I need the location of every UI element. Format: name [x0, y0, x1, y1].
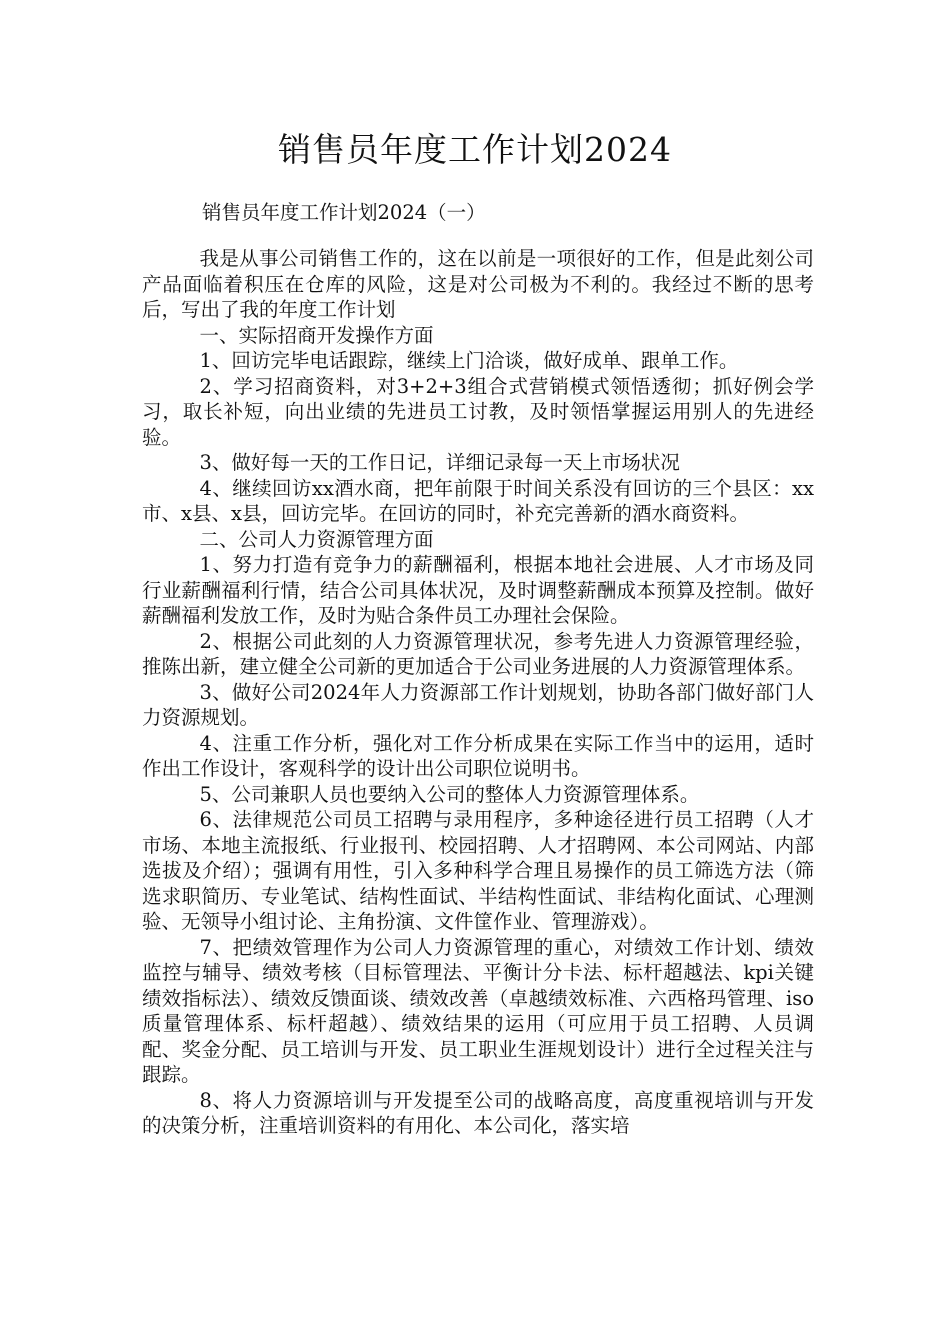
paragraph-item: 1、回访完毕电话跟踪，继续上门洽谈，做好成单、跟单工作。	[199, 349, 739, 372]
document-title: 销售员年度工作计划2024	[278, 130, 672, 169]
paragraph-item: 8、将人力资源培训与开发提至公司的战略高度，高度重视培训与开发的决策分析，注重培训资料的有用化、本公司化，落实培	[142, 1088, 814, 1137]
paragraph-item: 3、做好每一天的工作日记，详细记录每一天上市场状况	[199, 451, 680, 474]
paragraph-item: 3、做好公司2024年人力资源部工作计划规划，协助各部门做好部门人力资源规划。	[142, 680, 814, 729]
paragraph-item: 5、公司兼职人员也要纳入公司的整体人力资源管理体系。	[199, 782, 700, 806]
paragraph-item: 7、把绩效管理作为公司人力资源管理的重心，对绩效工作计划、绩效监控与辅导、绩效考核（目标管理法、平衡计分卡法、标杆超越法、kpi关键绩效指标法）、绩效反馈面谈、绩效改善（卓越绩效标准、六西格玛管理、iso质量管理体系、标杆超越）、绩效结果的运用（可应用于员工招聘、人员调配、奖金分配、员工培训与开发、员工职业生涯规划设计）进行全过程关注与跟踪。	[142, 935, 814, 1086]
paragraph-item: 6、法律规范公司员工招聘与录用程序，多种途径进行员工招聘（人才市场、本地主流报纸、行业报刊、校园招聘、人才招聘网、本公司网站、内部选拔及介绍）；强调有用性，引入多种科学合理且易操作的员工筛选方法（筛选求职简历、专业笔试、结构性面试、半结构性面试、非结构化面试、心理测验、无领导小组讨论、主角扮演、文件筐作业、管理游戏）。	[142, 808, 814, 933]
section-heading-1: 一、实际招商开发操作方面	[199, 323, 434, 347]
paragraph-item: 1、努力打造有竞争力的薪酬福利，根据本地社会进展、人才市场及同行业薪酬福利行情，结合公司具体状况，及时调整薪酬成本预算及控制。做好薪酬福利发放工作，及时为贴合条件员工办理社会保险。	[142, 553, 814, 627]
paragraph-item: 4、注重工作分析，强化对工作分析成果在实际工作当中的运用，适时作出工作设计，客观科学的设计出公司职位说明书。	[142, 731, 814, 780]
section-heading-2: 二、公司人力资源管理方面	[199, 527, 434, 551]
document-subtitle: 销售员年度工作计划2024（一）	[202, 201, 486, 224]
paragraph-intro: 我是从事公司销售工作的，这在以前是一项很好的工作，但是此刻公司产品面临着积压在仓库的风险，这是对公司极为不利的。我经过不断的思考后，写出了我的年度工作计划	[142, 247, 814, 321]
paragraph-item: 2、根据公司此刻的人力资源管理状况，参考先进人力资源管理经验，推陈出新，建立健全公司新的更加适合于公司业务进展的人力资源管理体系。	[142, 629, 814, 678]
paragraph-item: 2、学习招商资料，对3+2+3组合式营销模式领悟透彻；抓好例会学习，取长补短，向出业绩的先进员工讨教，及时领悟掌握运用别人的先进经验。	[142, 374, 814, 449]
document-body	[142, 246, 814, 1139]
paragraph-item: 4、继续回访xx酒水商，把年前限于时间关系没有回访的三个县区：xx市、x县、x县，回访完毕。在回访的同时，补充完善新的酒水商资料。	[142, 476, 814, 525]
